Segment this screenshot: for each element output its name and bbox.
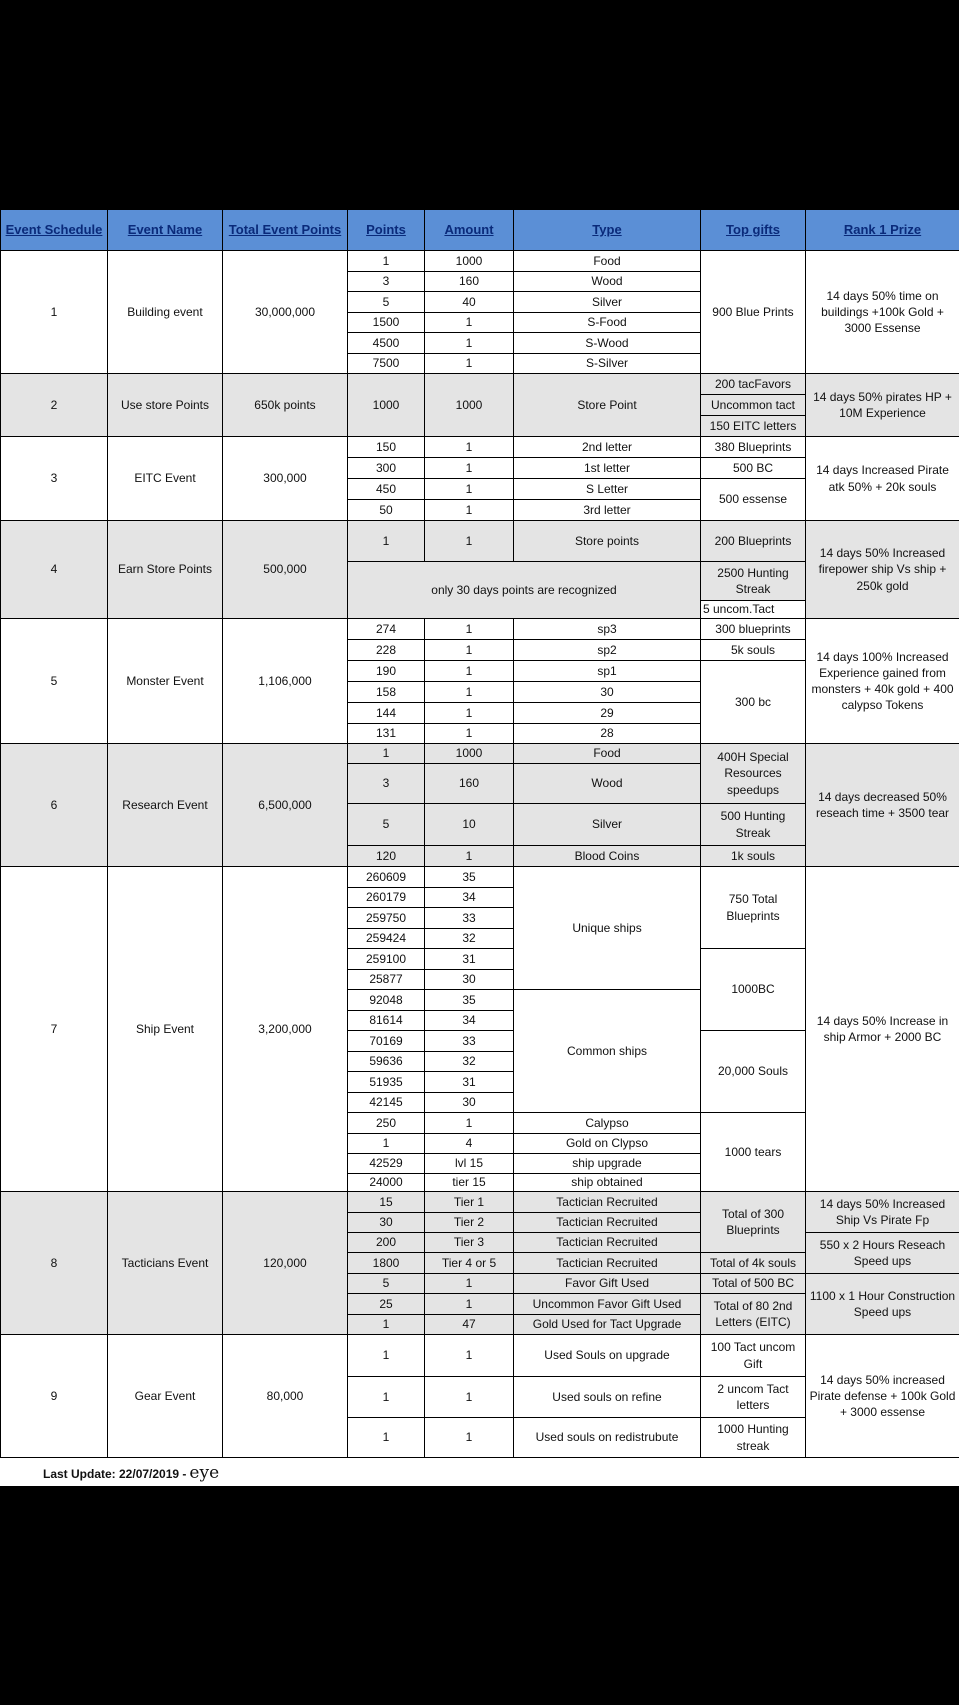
type-group-cell: Unique ships [514,867,701,990]
rank-1-prize-cell: 14 days decreased 50% reseach time + 3500 tear [806,744,959,867]
event-name: Gear Event [108,1335,223,1458]
rank-1-prize-cell: 14 days 50% pirates HP + 10M Experience [806,374,959,437]
header-top-gifts: Top gifts [701,210,806,251]
type-cell: Blood Coins [514,846,701,867]
rank-1-prize-cell: 14 days 50% Increased firepower ship Vs ship + 250k gold [806,521,959,619]
amount-cell: 30 [425,970,514,990]
rank-1-prize-cell: 1100 x 1 Hour Construction Speed ups [806,1274,959,1335]
type-cell: Tactician Recruited [514,1192,701,1213]
type-cell: Food [514,744,701,764]
points-cell: 1 [348,1418,425,1458]
top-gift-cell: 1000 Hunting streak [701,1418,806,1458]
top-gift-cell: 300 bc [701,661,806,744]
event-number: 3 [1,437,108,521]
points-cell: 5 [348,804,425,846]
amount-cell: 1 [425,661,514,682]
rank-1-prize-cell: 14 days 50% increased Pirate defense + 100k Gold + 3000 essense [806,1335,959,1458]
amount-cell: 1 [425,619,514,640]
type-cell: Silver [514,292,701,313]
table-row [1,521,959,562]
points-cell: 450 [348,479,425,500]
type-cell: Used souls on redistrubute [514,1418,701,1458]
points-cell: 1 [348,1377,425,1418]
type-cell: Food [514,251,701,272]
amount-cell: 34 [425,1011,514,1031]
amount-cell: 1 [425,1335,514,1377]
header-row [1,210,959,251]
points-cell: 1 [348,1335,425,1377]
rank-1-prize-cell: 14 days 50% time on buildings +100k Gold + 3000 Essense [806,251,959,374]
top-gift-cell: 1000 tears [701,1113,806,1192]
top-gift-cell: 380 Blueprints [701,437,806,458]
points-cell: 120 [348,846,425,867]
points-cell: 3 [348,764,425,804]
event-total-points: 500,000 [223,521,348,619]
top-gift-cell: 500 Hunting Streak [701,804,806,846]
type-group-cell: Common ships [514,990,701,1113]
points-cell: 1800 [348,1253,425,1274]
event-total-points: 300,000 [223,437,348,521]
amount-cell: 1 [425,521,514,562]
event-total-points: 6,500,000 [223,744,348,867]
points-cell: 131 [348,724,425,744]
amount-cell: 1 [425,682,514,703]
points-cell: 158 [348,682,425,703]
rank-1-prize-cell: 14 days 100% Increased Experience gained from monsters + 40k gold + 400 calypso Tokens [806,619,959,744]
event-number: 2 [1,374,108,437]
table-row [1,437,959,458]
table-row [1,744,959,764]
top-gift-cell: Total of 80 2nd Letters (EITC) [701,1294,806,1335]
header-points: Points [348,210,425,251]
top-gift-cell: 100 Tact uncom Gift [701,1335,806,1377]
amount-cell: 1 [425,500,514,521]
type-cell: Store points [514,521,701,562]
event-name: Ship Event [108,867,223,1192]
amount-cell: 1000 [425,251,514,272]
header-type: Type [514,210,701,251]
points-cell: 250 [348,1113,425,1134]
points-cell: 7500 [348,354,425,374]
amount-cell: 1 [425,479,514,500]
type-cell: 2nd letter [514,437,701,458]
type-cell: Tactician Recruited [514,1233,701,1253]
amount-cell: 31 [425,949,514,970]
amount-cell: lvl 15 [425,1154,514,1174]
top-gift-cell: 1k souls [701,846,806,867]
event-name: Use store Points [108,374,223,437]
amount-cell: 1 [425,1274,514,1294]
points-cell: 51935 [348,1072,425,1093]
amount-cell: 1 [425,724,514,744]
type-cell: Wood [514,272,701,292]
points-cell: 1 [348,521,425,562]
points-cell: 1500 [348,313,425,333]
type-cell: Favor Gift Used [514,1274,701,1294]
amount-cell: 30 [425,1093,514,1113]
amount-cell: 1 [425,313,514,333]
type-cell: 3rd letter [514,500,701,521]
points-cell: 150 [348,437,425,458]
amount-cell: 1 [425,1377,514,1418]
amount-cell: 160 [425,272,514,292]
points-cell: 259750 [348,908,425,929]
points-cell: 1 [348,1315,425,1335]
type-cell: Uncommon Favor Gift Used [514,1294,701,1315]
top-gift-cell: 300 blueprints [701,619,806,640]
type-cell: S Letter [514,479,701,500]
rank-1-prize-cell: 14 days Increased Pirate atk 50% + 20k souls [806,437,959,521]
points-cell: 42145 [348,1093,425,1113]
signature: eye [189,1463,220,1483]
points-cell: 200 [348,1233,425,1253]
points-cell: 259100 [348,949,425,970]
points-cell: 81614 [348,1011,425,1031]
type-cell: Calypso [514,1113,701,1134]
points-cell: 260609 [348,867,425,888]
type-cell: sp2 [514,640,701,661]
amount-cell: 1 [425,703,514,724]
points-cell: 15 [348,1192,425,1213]
last-update-footer [43,1463,219,1483]
table-row [1,1192,959,1213]
event-name: Research Event [108,744,223,867]
points-cell: 300 [348,458,425,479]
header-event-name: Event Name [108,210,223,251]
amount-cell: Tier 3 [425,1233,514,1253]
points-cell: 5 [348,292,425,313]
points-cell: 42529 [348,1154,425,1174]
top-gift-cell: 500 essense [701,479,806,521]
table-row [1,619,959,640]
amount-cell: 160 [425,764,514,804]
amount-cell: Tier 2 [425,1213,514,1233]
top-gift-cell: 150 EITC letters [701,416,806,437]
type-cell: 30 [514,682,701,703]
amount-cell: 1 [425,1294,514,1315]
event-name: Building event [108,251,223,374]
event-number: 7 [1,867,108,1192]
top-gift-cell: 2500 Hunting Streak [701,562,806,601]
type-cell: 28 [514,724,701,744]
type-cell: Tactician Recruited [514,1213,701,1233]
type-cell: Used Souls on upgrade [514,1335,701,1377]
amount-cell: 1 [425,437,514,458]
points-cell: 274 [348,619,425,640]
amount-cell: 10 [425,804,514,846]
type-cell: S-Wood [514,333,701,354]
event-name: Tacticians Event [108,1192,223,1335]
event-name: EITC Event [108,437,223,521]
top-gift-cell: 5k souls [701,640,806,661]
type-cell: Wood [514,764,701,804]
amount-cell: 33 [425,908,514,929]
top-gift-cell: 400H Special Resources speedups [701,744,806,804]
amount-cell: 1000 [425,374,514,437]
amount-cell: 1 [425,640,514,661]
type-cell: Used souls on refine [514,1377,701,1418]
amount-cell: 1000 [425,744,514,764]
amount-cell: 32 [425,929,514,949]
header-rank-1-prize: Rank 1 Prize [806,210,959,251]
amount-cell: 1 [425,846,514,867]
points-cell: 1 [348,251,425,272]
top-gift-cell: 5 uncom.Tact [701,601,806,619]
points-cell: 92048 [348,990,425,1011]
type-cell: ship upgrade [514,1154,701,1174]
rank-1-prize-cell: 14 days 50% Increased Ship Vs Pirate Fp [806,1192,959,1233]
top-gift-cell: 1000BC [701,949,806,1031]
amount-cell: Tier 4 or 5 [425,1253,514,1274]
amount-cell: 35 [425,867,514,888]
amount-cell: 1 [425,1418,514,1458]
top-gift-cell: Total of 4k souls [701,1253,806,1274]
top-gift-cell: 750 Total Blueprints [701,867,806,949]
amount-cell: Tier 1 [425,1192,514,1213]
points-cell: 3 [348,272,425,292]
top-gift-cell: Total of 500 BC [701,1274,806,1294]
header-event-schedule: Event Schedule [1,210,108,251]
amount-cell: 32 [425,1052,514,1072]
rank-1-prize-cell: 550 x 2 Hours Reseach Speed ups [806,1233,959,1274]
amount-cell: 47 [425,1315,514,1335]
amount-cell: 1 [425,354,514,374]
type-cell: 29 [514,703,701,724]
amount-cell: 40 [425,292,514,313]
type-cell: Gold on Clypso [514,1134,701,1154]
amount-cell: 31 [425,1072,514,1093]
top-gift-cell: 900 Blue Prints [701,251,806,374]
points-cell: 259424 [348,929,425,949]
points-cell: 4500 [348,333,425,354]
event-total-points: 30,000,000 [223,251,348,374]
type-cell: 1st letter [514,458,701,479]
amount-cell: 1 [425,333,514,354]
header-amount: Amount [425,210,514,251]
points-cell: 1 [348,1134,425,1154]
table-row [1,867,959,888]
last-update-label: Last Update: 22/07/2019 - [43,1467,187,1481]
points-cell: 59636 [348,1052,425,1072]
event-total-points: 1,106,000 [223,619,348,744]
type-cell: sp1 [514,661,701,682]
type-cell: S-Food [514,313,701,333]
top-gift-cell: 20,000 Souls [701,1031,806,1113]
event-total-points: 80,000 [223,1335,348,1458]
table-row [1,251,959,272]
event-number: 8 [1,1192,108,1335]
amount-cell: 33 [425,1031,514,1052]
points-cell: 1 [348,744,425,764]
type-cell: sp3 [514,619,701,640]
event-name: Monster Event [108,619,223,744]
points-cell: 70169 [348,1031,425,1052]
event-name: Earn Store Points [108,521,223,619]
points-cell: 190 [348,661,425,682]
rank-1-prize-cell: 14 days 50% Increase in ship Armor + 2000 BC [806,867,959,1192]
top-gift-cell: 500 BC [701,458,806,479]
header-total-event-points: Total Event Points [223,210,348,251]
points-cell: 228 [348,640,425,661]
event-number: 9 [1,1335,108,1458]
amount-cell: 1 [425,458,514,479]
amount-cell: 35 [425,990,514,1011]
top-gift-cell: Uncommon tact [701,395,806,416]
amount-cell: 34 [425,888,514,908]
top-gift-cell: 200 Blueprints [701,521,806,562]
top-gift-cell: 2 uncom Tact letters [701,1377,806,1418]
amount-cell: 4 [425,1134,514,1154]
points-cell: 25 [348,1294,425,1315]
event-number: 6 [1,744,108,867]
event-total-points: 3,200,000 [223,867,348,1192]
event-number: 5 [1,619,108,744]
points-cell: 5 [348,1274,425,1294]
table-row [1,1335,959,1377]
type-cell: Store Point [514,374,701,437]
type-cell: Gold Used for Tact Upgrade [514,1315,701,1335]
points-cell: 25877 [348,970,425,990]
points-cell: 30 [348,1213,425,1233]
points-cell: 1000 [348,374,425,437]
type-cell: Tactician Recruited [514,1253,701,1274]
points-cell: 260179 [348,888,425,908]
event-total-points: 120,000 [223,1192,348,1335]
type-cell: ship obtained [514,1174,701,1192]
type-cell: Silver [514,804,701,846]
event-total-points: 650k points [223,374,348,437]
top-gift-cell: 200 tacFavors [701,374,806,395]
amount-cell: 1 [425,1113,514,1134]
event-note: only 30 days points are recognized [348,562,701,619]
amount-cell: tier 15 [425,1174,514,1192]
event-schedule-table [0,209,959,1458]
points-cell: 24000 [348,1174,425,1192]
table-row [1,374,959,395]
points-cell: 144 [348,703,425,724]
top-gift-cell: Total of 300 Blueprints [701,1192,806,1253]
points-cell: 50 [348,500,425,521]
type-cell: S-Silver [514,354,701,374]
event-number: 4 [1,521,108,619]
event-number: 1 [1,251,108,374]
event-schedule-sheet [0,209,959,1486]
